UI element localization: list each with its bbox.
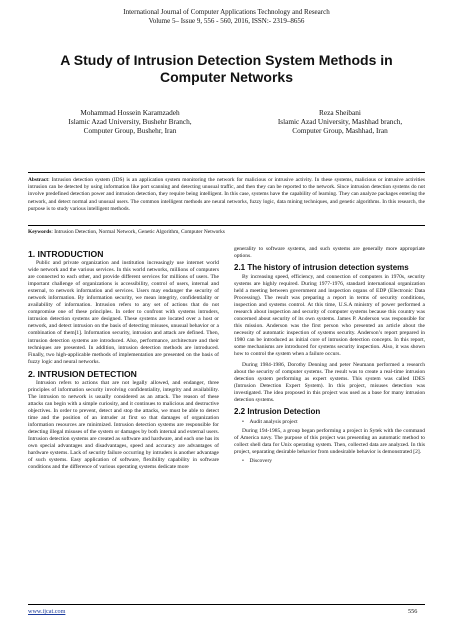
journal-website-link[interactable]: www.ijcat.com <box>28 608 66 615</box>
history-paragraph-1: By increasing speed, efficiency, and connection of computers in 1970s, security systems are highly required. During 1977-1976, standard international organization held a meeting between government and inspection organs of EDP (Electronic Data Processing). The result was preparing a report in terms of security conditions, inspection and systems control. At this time, U.S.A ministry of power performed a research about inspection and security of computer systems because this country was concerned about security of its own systems. James P. Anderson was responsible for this mission. Anderson was the first person who presented an article about the necessity of automatic inspection of systems security. Anderson’s report prepared in 1980 can be introduced as initial core of intrusion detection concepts. In this report, some mechanisms are introduced for systems security inspection. Also, it was shown how to control the system when a failure occurs. <box>234 273 425 358</box>
abstract-bottom-rule <box>28 225 425 226</box>
footer-rule <box>28 604 425 605</box>
bullet-text: Audit analysis project <box>249 418 298 425</box>
keywords-label: Keywords <box>28 229 52 235</box>
keywords <box>28 229 425 236</box>
author-name: Mohammad Hossein Karamzadeh <box>80 108 180 117</box>
bullet-audit-analysis <box>242 419 425 426</box>
audit-analysis-paragraph: During 194-1985, a group began performing a project in Sytek with the command of America navy. The purpose of this project was presenting an automatic method to collect shell data for Unix operating system. Then, collected data are analyzed. In this project, separating desirable behavior from undesirable behavior is demonstrated [2]. <box>234 427 425 456</box>
abstract-text: : Intrusion detection system (IDS) is an application system monitoring the network for malicious or intrusive activity. In these systems, malicious or intrusive activities intrusion can be detected by using information like port scanning and detecting unusual traffic, and then they can be reported to the network. Since intrusion detection systems do not involve predefined detection power and intrusion detection, they require being intelligent. In this case, systems have the capability of learning. They can analyze packages entering the network, and detect normal and unusual users. The common intelligent methods are neural networks, fuzzy logic, data mining techniques, and genetic algorithms. In this research, the purpose is to study various intelligent methods. <box>28 177 425 212</box>
journal-volume: Volume 5– Issue 9, 556 - 560, 2016, ISSN:- 2319–8656 <box>148 17 305 25</box>
keywords-text: : Intrusion Detection, Normal Network, Genetic Algorithm, Computer Networks <box>51 229 225 235</box>
intrusion-detection-paragraph: Intrusion refers to actions that are not legally allowed, and endanger, three principles of information security involving confidentiality, integrity and availability. The intrusion to network is usually considered as an attack. The reason of these attacks can begin with a simple curiosity, and it continues to malicious and destructive objectives. In order to prevent, detect and stop the attacks, we must be able to detect time and the position of an intruder at first so that damages of organization information resources are minimized. Intrusion detection systems are responsible for detecting illegal misuses of the system or damages by both internal and external users. Intrusion detection systems are created as software and hardware, and each one has its own special advantages and disadvantages, speed and accuracy are advantages of hardware systems. Lack of security failure occurring by intruders is another advantage of such systems. Easy application of software, flexibility capability in software conditions and the difference of various operating systems dedicate more <box>28 379 219 471</box>
author-affiliation: Islamic Azad University, Bushehr Branch, <box>68 117 192 126</box>
paper-title: A Study of Intrusion Detection System Methods in Computer Networks <box>60 52 393 85</box>
abstract-top-rule <box>28 172 425 173</box>
page-number: 556 <box>408 608 418 615</box>
author-affiliation: Islamic Azad University, Mashhad branch, <box>277 117 403 126</box>
right-column <box>234 246 425 467</box>
author-block-2 <box>240 108 440 135</box>
abstract-label: Abstract <box>28 177 49 183</box>
author-block-1 <box>30 108 230 135</box>
history-paragraph-2: During 1984-1986, Dorothy Denning and peter Neumann performed a research about the security of computer systems. The result was to create a real-time intrusion detection system performing as expert systems. This system was called IDES (Intrusion Detection Expert System). In this project, misuses detection was investigated. The idea proposed in this project was used as a base for many intrusion detection systems. <box>234 362 425 404</box>
subsection-heading-history: 2.1 The history of intrusion detection systems <box>234 263 409 273</box>
bullet-discovery <box>242 458 425 465</box>
author-name: Reza Sheibani <box>319 108 361 117</box>
bullet-icon: • <box>242 418 250 425</box>
intrusion-detection-continued: generality to software systems, and such systems are generally more appropriate options. <box>234 246 425 260</box>
subsection-heading-intrusion-detection: 2.2 Intrusion Detection <box>234 407 321 417</box>
introduction-paragraph: Public and private organization and institution increasingly use internet world wide network and the various services. In this world networks, millions of computers are connected to each other, and provide different services for millions of users. The important challenge of organizations is accessibility, control of users, internal and external, to network information and services. Users may endanger the security of network information. By information security, we mean integrity, confidentiality or availability of information. Intrusion refers to any set of actions that do not compromise one of these principles. In order to confront with systems intruders, intrusion detection systems are designed. These systems are located over a host or network, and detect intrusion on the basis of detecting misuses, unusual behavior or a combination of them[1]. Information security, intrusion and attack are defined. Then, intrusion detection systems are introduced. Also, performance, architecture and their techniques are presented. In addition, intrusion detection methods are introduced. Finally, two high-applicable methods of implementation are presented on the basis of fuzzy logic and neural networks. <box>28 260 219 365</box>
section-heading-intrusion-detection: 2. INTRUSION DETECTION <box>28 368 137 379</box>
bullet-icon: • <box>242 458 250 465</box>
author-dept: Computer Group, Mashhad, Iran <box>292 126 388 135</box>
bullet-text: Discovery <box>249 458 273 465</box>
journal-name: International Journal of Computer Applications Technology and Research <box>123 8 330 16</box>
abstract <box>28 177 425 213</box>
section-heading-introduction: 1. INTRODUCTION <box>28 249 104 259</box>
author-dept: Computer Group, Bushehr, Iran <box>83 126 177 135</box>
left-column <box>28 246 219 471</box>
